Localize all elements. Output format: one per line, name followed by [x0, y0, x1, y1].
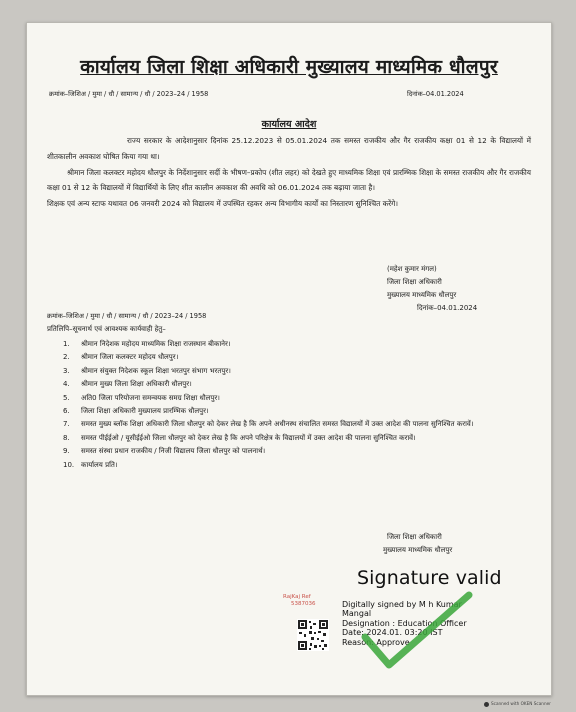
date-line: Date: 2024.01. 03:20 IST [342, 628, 443, 638]
order-body [47, 133, 531, 212]
copy-list [63, 339, 517, 473]
rajkaj-reference [283, 594, 316, 608]
reference-number: क्रमांक–जिशिअ / मुमा / धौ / सामान्य / धौ / 2023–24 / 1958 [49, 90, 209, 98]
body-paragraph: राज्य सरकार के आदेशानुसार दिनांक 25.12.2023 से 05.01.2024 तक समस्त राजकीय और गैर राजकीय कक्षा 01 से 12 के विद्यालयों में शीतकालीन अवकाश घोषित किया गया था। [47, 136, 531, 161]
signatory-office: मुख्यालय माध्यमिक धौलपुर [387, 291, 457, 299]
list-item: 3. श्रीमान संयुक्त निदेशक स्कूल शिक्षा भरतपुर संभाग भरतपुर। [63, 366, 231, 375]
signatory-office: मुख्यालय माध्यमिक धौलपुर [383, 546, 453, 554]
signatory-designation: जिला शिक्षा अधिकारी [387, 533, 442, 541]
scanner-watermark [484, 701, 551, 707]
validity-check-icon [359, 591, 479, 671]
copy-reference-number: क्रमांक–जिशिअ / मुमा / धौ / सामान्य / धौ / 2023–24 / 1958 [47, 312, 207, 320]
signatory-designation: जिला शिक्षा अधिकारी [387, 278, 442, 286]
signature-block-2 [383, 531, 452, 557]
scanner-text: Scanned with OKEN Scanner [491, 701, 551, 706]
signed-by-name-line: Mangal [342, 609, 372, 619]
list-item: 8. समस्त पीईईओ / यूसीईईओ जिला धौलपुर को देकर लेख है कि अपने परिक्षेत्र के विद्यालयों में उक्त आदेश की पालना सुनिश्चित करावें। [63, 433, 416, 442]
list-item: 5. अति0 जिला परियोजना समन्वयक समग्र शिक्षा धौलपुर। [63, 393, 220, 402]
body-paragraph: श्रीमान जिला कलक्टर महोदय धौलपुर के निर्देशानुसार सर्दी के भीषण–प्रकोप (शीत लहर) को देखते हुए माध्यमिक शिक्षा एवं प्रारम्भिक शिक्षा के समस्त राजकीय और गैर राजकीय कक्षा 01 से 12 के विद्यालयों में विद्यार्थियों के लिए शीत कालीन अवकाश की अवधि को 06.01.2024 तक बढ़ाया जाता है। [47, 167, 531, 193]
list-item: 4. श्रीमान मुख्य जिला शिक्षा अधिकारी धौलपुर। [63, 380, 192, 389]
order-title: कार्यालय आदेश [261, 119, 317, 130]
list-item: 6. जिला शिक्षा अधिकारी मुख्यालय प्रारम्भिक धौलपुर। [63, 407, 209, 416]
office-header: कार्यालय जिला शिक्षा अधिकारी मुख्यालय माध्यमिक धौलपुर [80, 56, 498, 78]
ref-label: RajKaj Ref [283, 594, 311, 600]
signature-valid-title: Signature valid [357, 567, 502, 589]
reason-line: Reason: Approve [342, 637, 410, 647]
qr-code-icon [297, 619, 329, 651]
list-item: 7. समस्त मुख्य ब्लॉक शिक्षा अधिकारी जिला धौलपुर को देकर लेख है कि अपने अधीनस्थ संचालित समस्त विद्यालयों में उक्त आदेश की पालना सुनिश्चित करावें। [63, 420, 474, 429]
list-item: 2. श्रीमान जिला कलक्टर महोदय धौलपुर। [63, 353, 179, 362]
ref-number: 5387036 [291, 601, 316, 607]
list-item: 10. कार्यालय प्रति। [63, 460, 118, 469]
body-paragraph: शिक्षक एवं अन्य स्टाफ यथावत 06 जनवरी 2024 को विद्यालय में उपस्थित रहकर अन्य विभागीय कार्यों का निस्तारण सुनिश्चित करेंगे। [47, 199, 399, 209]
signature-block-1 [387, 263, 477, 315]
reference-date: दिनांक–04.01.2024 [407, 90, 464, 98]
list-item: 9. समस्त संस्था प्रधान राजकीय / निजी विद्यालय जिला धौलपुर को पालनार्थ। [63, 447, 266, 456]
list-item: 1. श्रीमान निदेशक महोदय माध्यमिक शिक्षा राजस्थान बीकानेर। [63, 340, 231, 348]
signature-date: दिनांक–04.01.2024 [417, 304, 478, 312]
designation-line: Designation : Education Officer [342, 618, 467, 628]
signed-by-line: Digitally signed by M h Kumar [342, 600, 462, 609]
copy-intro: प्रतिलिपि–सूचनार्थ एवं आवश्यक कार्यवाही हेतु– [47, 325, 166, 333]
signatory-name: (महेश कुमार मंगल) [387, 265, 437, 273]
document-page [26, 22, 552, 696]
scanner-logo-icon [484, 702, 489, 707]
